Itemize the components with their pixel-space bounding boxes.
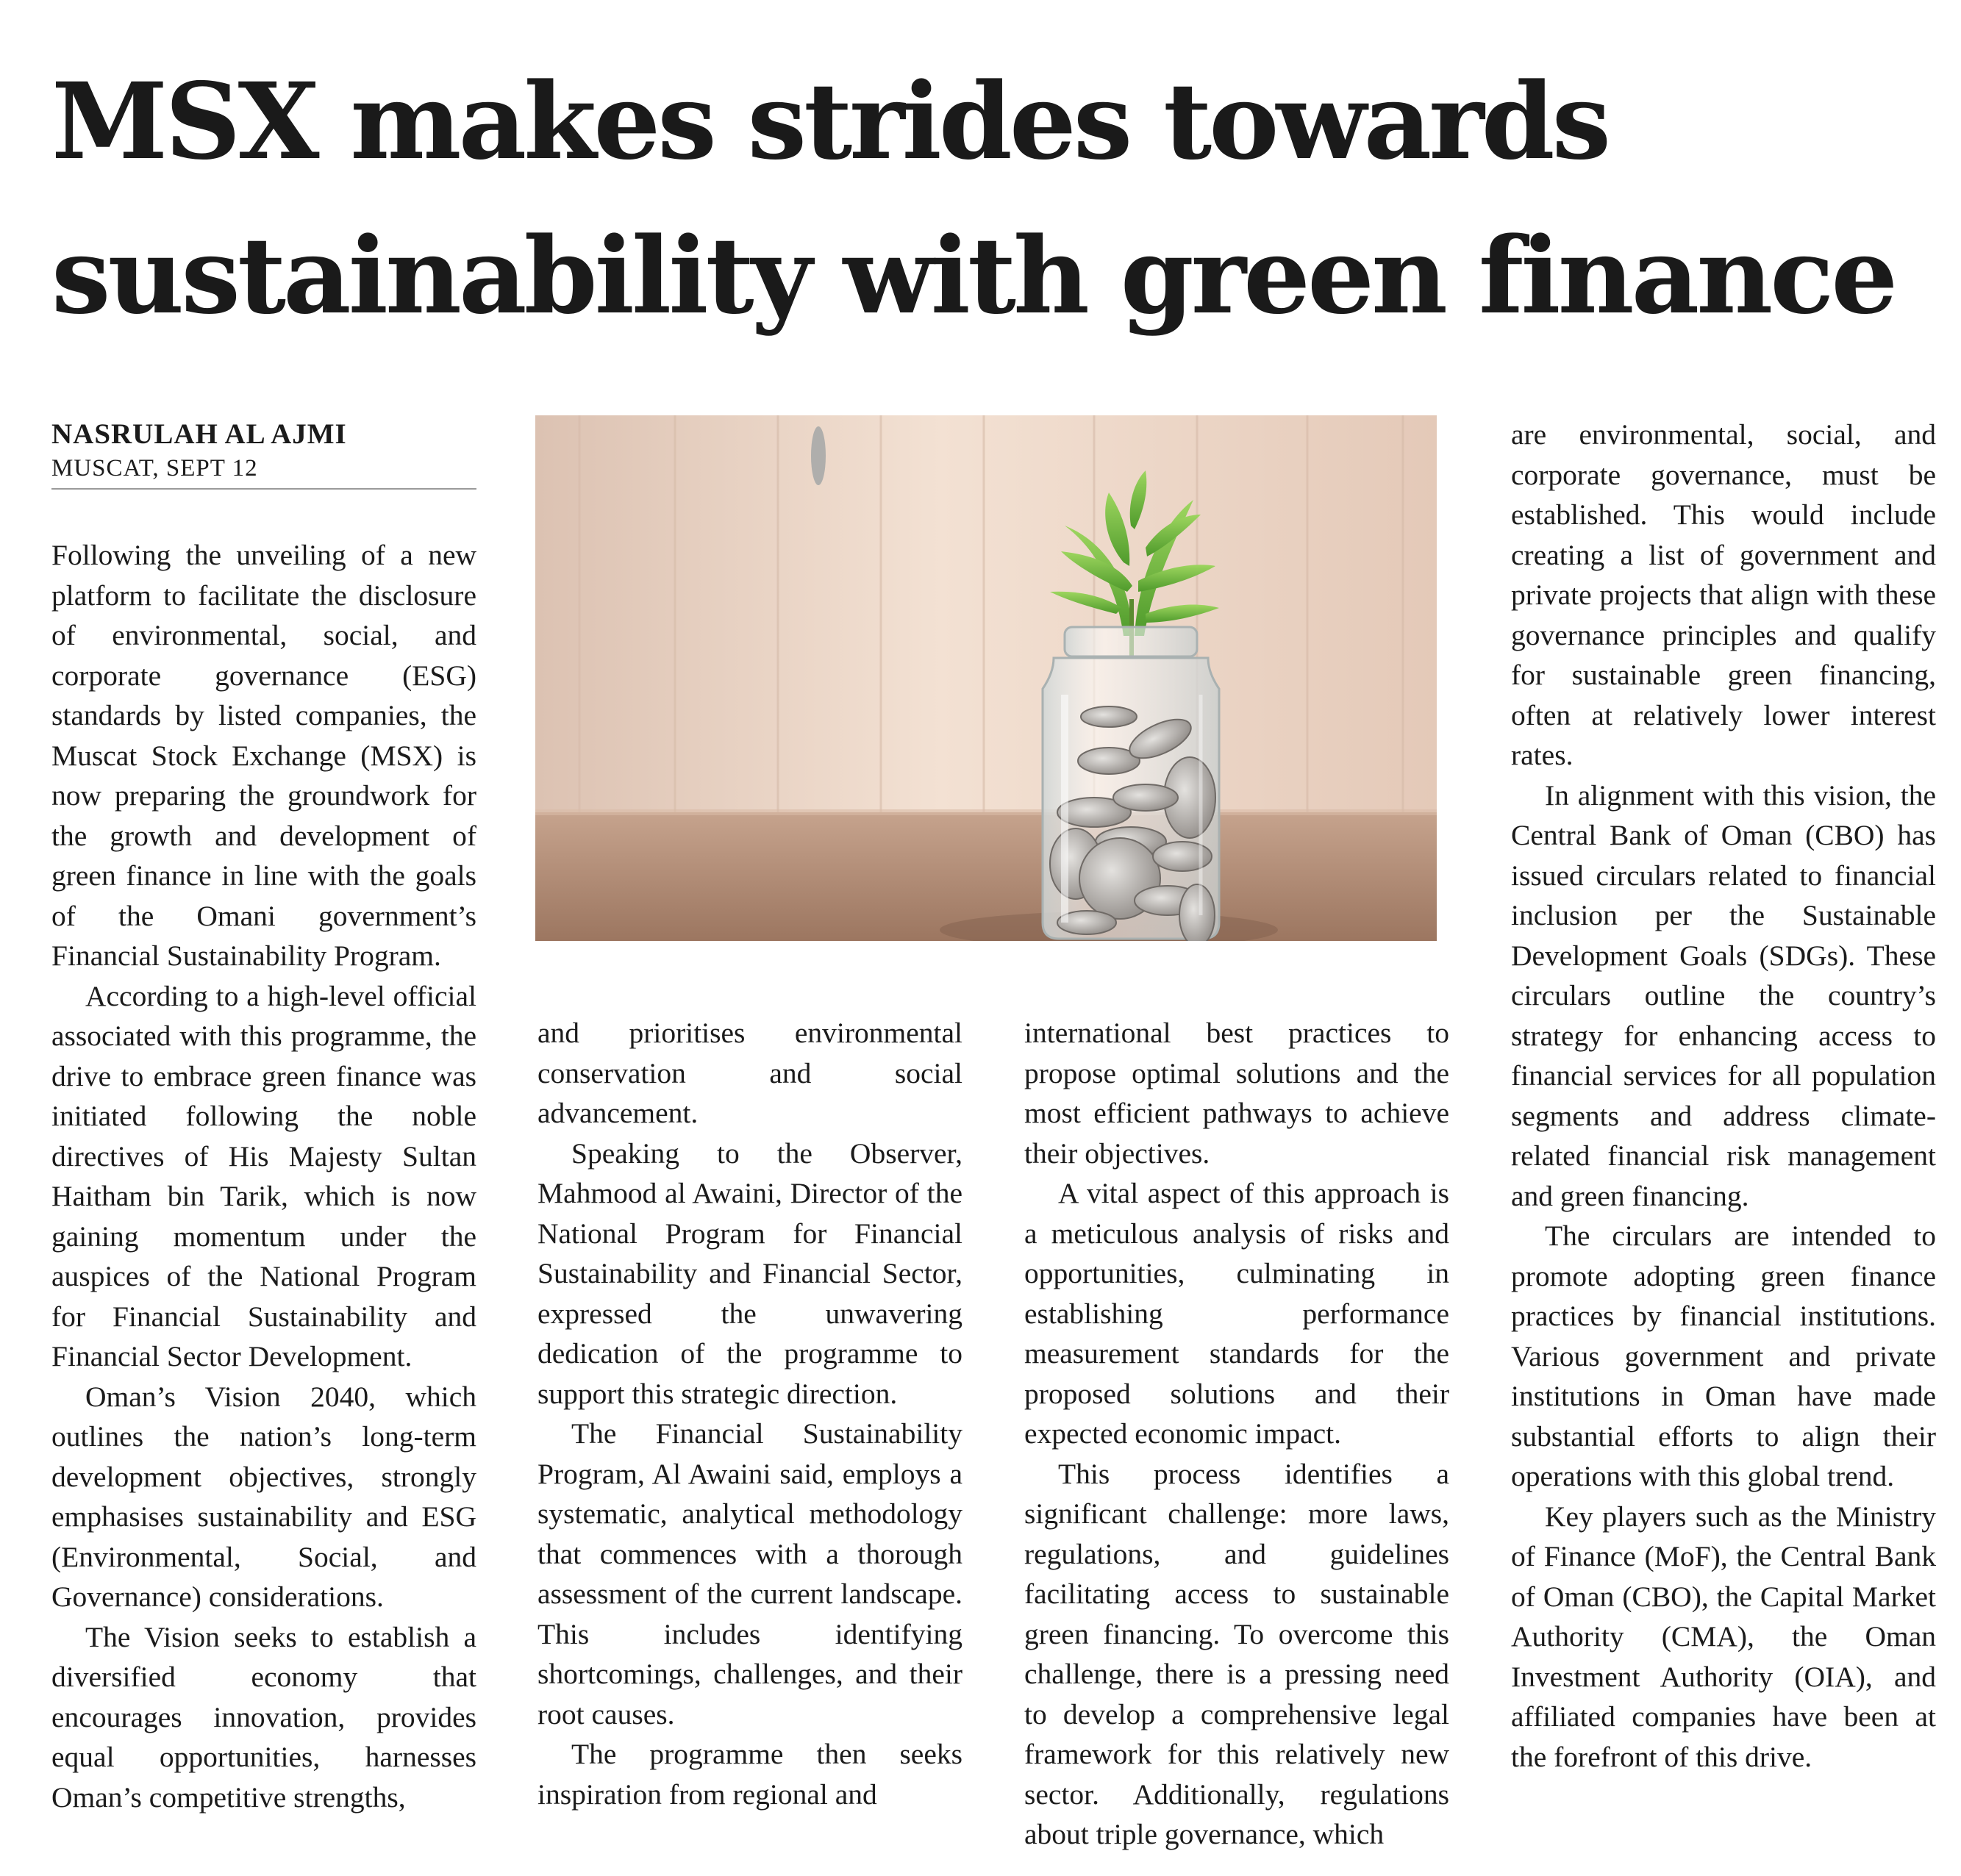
author-name: NASRULAH AL AJMI	[51, 418, 347, 450]
paragraph: The Vision seeks to establish a diversified economy that encourages innovation, provides equal opportunities, harnesses Oman’s competitive strengths,	[51, 1620, 476, 1814]
jar-of-coins-illustration	[535, 415, 1437, 941]
paragraph: This process identifies a significant challenge: more laws, regulations, and guidelines facilitating access to sustainable green financing. To overcome this challenge, there is a pressing need to develop a comprehensive legal framework for this relatively new sector. Additionally, regulations about triple governance, which	[1024, 1457, 1449, 1850]
headline-line-1: MSX makes strides towards	[51, 60, 1609, 183]
paragraph: The Financial Sustainability Program, Al Awaini said, employs a systematic, analytical methodology that commences with a thorough assessment of the current landscape. This includes identifying shortcomings, challenges, and their root causes.	[537, 1417, 962, 1730]
headline-line-2: sustainability with green finance	[51, 214, 1896, 337]
article-column-3	[1024, 1013, 1449, 1855]
paragraph: are environmental, social, and corporate governance, must be established. This would include creating a list of government and private projects that align with these governance principles and qualify for sustainable green financing, often at relatively lower interest rates.	[1511, 418, 1936, 771]
headline	[51, 44, 1934, 353]
paragraph: Following the unveiling of a new platform to facilitate the disclosure of environmental, social, and corporate governance (ESG) standards by listed companies, the Muscat Stock Exchange (MSX) is now preparing the groundwork for the growth and development of green finance in line with the goals of the Omani government’s Financial Sustainability Program.	[51, 539, 476, 972]
paragraph: and prioritises environmental conservation and social advancement.	[537, 1017, 962, 1129]
paragraph: The programme then seeks inspiration from regional and	[537, 1738, 962, 1811]
article-column-2	[537, 1013, 962, 1814]
paragraph: In alignment with this vision, the Central Bank of Oman (CBO) has issued circulars related to financial inclusion per the Sustainable Development Goals (SDGs). These circulars outline the country’s strategy for enhancing access to financial services for all population segments and address climate-related financial risk management and green financing.	[1511, 778, 1936, 1212]
paragraph: Oman’s Vision 2040, which outlines the nation’s long-term development objectives, strongly emphasises sustainability and ESG (Environmental, Social, and Governance) considerations.	[51, 1380, 476, 1613]
paragraph: A vital aspect of this approach is a meticulous analysis of risks and opportunities, culminating in establishing performance measurement standards for the proposed solutions and their expected economic impact.	[1024, 1177, 1449, 1450]
paragraph: The circulars are intended to promote adopting green finance practices by financial institutions. Various government and private institutions in Oman have made substantial efforts to align their operations with this global trend.	[1511, 1220, 1936, 1492]
article-column-4	[1511, 415, 1936, 1777]
paragraph: international best practices to propose optimal solutions and the most efficient pathways to achieve their objectives.	[1024, 1017, 1449, 1170]
article-photo	[535, 415, 1437, 941]
paragraph: Speaking to the Observer, Mahmood al Awaini, Director of the National Program for Financial Sustainability and Financial Sector, expressed the unwavering dedication of the programme to support this strategic direction.	[537, 1136, 962, 1410]
dateline: MUSCAT, SEPT 12	[51, 451, 476, 490]
article-column-1	[51, 535, 476, 1817]
paragraph: Key players such as the Ministry of Finance (MoF), the Central Bank of Oman (CBO), the Capital Market Authority (CMA), the Oman Investment Authority (OIA), and affiliated companies have been at the forefront of this drive.	[1511, 1500, 1936, 1773]
paragraph: According to a high-level official associated with this programme, the drive to embrace green finance was initiated following the noble directives of His Majesty Sultan Haitham bin Tarik, which is now gaining momentum under the auspices of the National Program for Financial Sustainability and Financial Sector Development.	[51, 979, 476, 1372]
byline	[51, 418, 476, 490]
